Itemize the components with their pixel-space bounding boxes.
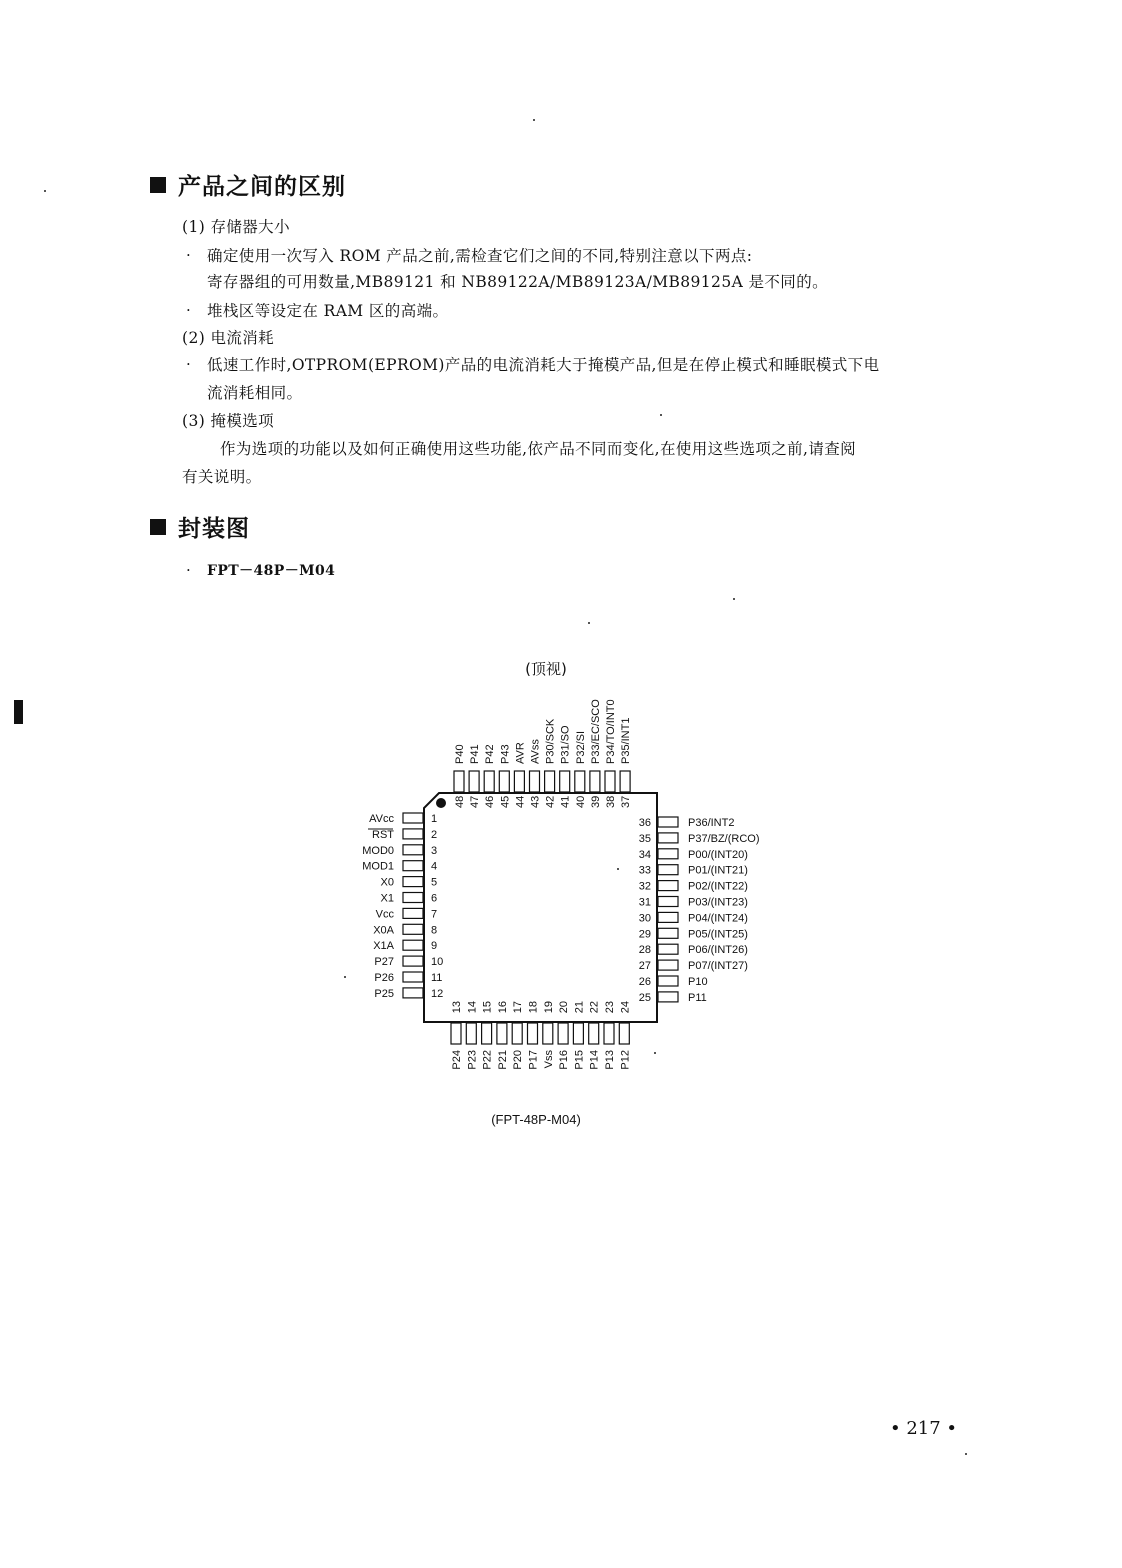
top-view-label: (顶视) [525, 660, 567, 678]
pin-number-14: 14 [466, 1001, 479, 1014]
pin-number-9: 9 [431, 940, 438, 953]
section-heading-text: 封装图 [178, 516, 250, 542]
pin-label-p25: P25 [374, 987, 394, 1000]
pin-lead-14 [466, 1023, 476, 1044]
pin-label-p01-int21: P01/(INT21) [688, 864, 748, 877]
pin-label-vcc: Vcc [375, 908, 394, 921]
pin-label-p21: P21 [496, 1050, 509, 1070]
item-label-mask-options: (3) 掩模选项 [182, 412, 275, 430]
pin-lead-32 [658, 881, 678, 891]
pin-lead-45 [499, 771, 509, 792]
pin-label-p07-int27: P07/(INT27) [688, 960, 748, 973]
paragraph-text-mask-options: 作为选项的功能以及如何正确使用这些功能,依产品不同而变化,在使用这些选项之前,请查阅 [220, 440, 857, 458]
bullet-dot-icon: · [186, 561, 191, 579]
pin-label-vss: Vss [542, 1050, 555, 1069]
pin-number-12: 12 [431, 987, 444, 1000]
package-caption: (FPT-48P-M04) [491, 1112, 581, 1127]
pin-label-p16: P16 [558, 1050, 571, 1070]
pin-label-p10: P10 [688, 976, 708, 988]
pin-lead-46 [484, 771, 494, 792]
pin-label-p41: P41 [469, 744, 482, 764]
pin-label-p17: P17 [527, 1050, 540, 1070]
pin-number-15: 15 [481, 1001, 494, 1014]
scan-speck [654, 1052, 656, 1054]
chip-body-outline [424, 793, 657, 1022]
pin-label-mod0: MOD0 [362, 844, 394, 857]
bullet-dot-icon: · [186, 246, 191, 264]
pin-lead-15 [482, 1023, 492, 1044]
pin-lead-20 [558, 1023, 568, 1044]
pin-number-17: 17 [512, 1001, 525, 1014]
scan-speck [44, 190, 46, 192]
pin-number-45: 45 [499, 795, 512, 808]
pin-lead-47 [469, 771, 479, 792]
bullet-dot-icon: · [186, 301, 191, 319]
pin-label-p32-si: P32/SI [574, 730, 587, 764]
pin-lead-42 [545, 771, 555, 792]
pin-number-47: 47 [469, 795, 482, 808]
pin-label-avr: AVR [514, 742, 527, 764]
pin-number-13: 13 [451, 1001, 463, 1014]
pin-number-39: 39 [589, 795, 602, 808]
pin-number-19: 19 [542, 1001, 555, 1014]
pin-label-p23: P23 [466, 1050, 479, 1070]
pin-number-36: 36 [638, 817, 651, 829]
pin-lead-39 [590, 771, 600, 792]
pin-number-1: 1 [431, 813, 438, 825]
pin-label-rst: RST [372, 828, 394, 841]
pin-label-p20: P20 [512, 1050, 525, 1070]
pin-lead-6 [403, 893, 423, 903]
pin-label-p42: P42 [484, 744, 497, 764]
bottom-pin-group [451, 1001, 631, 1070]
pin-number-4: 4 [431, 860, 438, 873]
pin-label-mod1: MOD1 [362, 860, 394, 873]
paragraph-text-see-description: 有关说明。 [182, 468, 262, 486]
pin-number-26: 26 [638, 976, 651, 988]
pin-lead-26 [658, 976, 678, 986]
pin-lead-35 [658, 833, 678, 843]
pin-label-p34-to-int0: P34/TO/INT0 [605, 699, 617, 764]
pin-lead-36 [658, 817, 678, 827]
pin-number-46: 46 [484, 795, 497, 808]
pin-number-33: 33 [638, 864, 651, 877]
pin-number-44: 44 [514, 795, 527, 808]
pin-lead-41 [560, 771, 570, 792]
pin-lead-2 [403, 829, 423, 839]
pin-lead-12 [403, 988, 423, 998]
pin-label-p15: P15 [573, 1050, 586, 1070]
pin-lead-3 [403, 845, 423, 855]
pin-number-27: 27 [638, 960, 651, 973]
pin-number-25: 25 [638, 991, 651, 1004]
section-heading-text: 产品之间的区别 [178, 174, 346, 200]
pin-lead-48 [454, 771, 464, 792]
pin-label-x1: X1 [380, 892, 394, 905]
pin-number-31: 31 [638, 896, 651, 909]
bullet-text-low-speed-current: 低速工作时,OTPROM(EPROM)产品的电流消耗大于掩模产品,但是在停止模式和睡眠模式下电 [207, 356, 880, 374]
pin-number-16: 16 [496, 1001, 509, 1014]
pin-lead-18 [528, 1023, 538, 1044]
pin-label-p06-int26: P06/(INT26) [688, 944, 748, 957]
scan-speck [733, 598, 735, 600]
pin-number-40: 40 [574, 795, 587, 808]
pin-number-35: 35 [638, 832, 651, 845]
pin-lead-17 [512, 1023, 522, 1044]
pin-number-24: 24 [619, 1001, 632, 1014]
scan-speck [533, 119, 535, 121]
pin-label-p04-int24: P04/(INT24) [688, 912, 748, 925]
bullet-dot-icon: · [186, 355, 191, 373]
pin-number-11: 11 [431, 972, 443, 984]
pin1-marker-dot [436, 798, 446, 808]
pin-lead-8 [403, 924, 423, 934]
pin-lead-44 [514, 771, 524, 792]
pin-label-p13: P13 [604, 1050, 616, 1070]
pin-label-x0: X0 [380, 876, 394, 889]
pin-label-p35-int1: P35/INT1 [620, 717, 633, 764]
pin-lead-43 [530, 771, 540, 792]
pin-label-p24: P24 [451, 1050, 463, 1070]
pin-label-p22: P22 [481, 1050, 494, 1070]
pin-label-p00-int20: P00/(INT20) [688, 848, 748, 861]
pin-lead-13 [451, 1023, 461, 1044]
pin-lead-38 [605, 771, 615, 792]
pin-lead-9 [403, 940, 423, 950]
pin-label-p03-int23: P03/(INT23) [688, 896, 748, 909]
continuation-text-current-same: 流消耗相同。 [207, 384, 303, 402]
pin-label-p05-int25: P05/(INT25) [688, 928, 748, 941]
pin-lead-21 [573, 1023, 583, 1044]
pin-number-43: 43 [529, 795, 542, 808]
pin-number-23: 23 [604, 1001, 616, 1014]
pin-label-avss: AVss [529, 739, 542, 764]
pin-lead-5 [403, 877, 423, 887]
pin-lead-10 [403, 956, 423, 966]
pin-label-p27: P27 [374, 956, 394, 969]
pin-label-p30-sck: P30/SCK [544, 718, 557, 764]
pin-label-x0a: X0A [373, 924, 394, 937]
pin-lead-22 [589, 1023, 599, 1044]
pin-number-42: 42 [544, 795, 557, 808]
pin-number-20: 20 [558, 1001, 571, 1014]
pin-number-5: 5 [431, 876, 438, 889]
pin-number-29: 29 [638, 928, 651, 941]
pin-lead-25 [658, 992, 678, 1002]
pin-lead-28 [658, 944, 678, 954]
scan-speck [617, 868, 619, 870]
pin-lead-29 [658, 928, 678, 938]
pin-lead-1 [403, 813, 423, 823]
pin-label-p43: P43 [499, 744, 512, 764]
pin-number-32: 32 [638, 880, 651, 893]
pin-number-41: 41 [559, 795, 572, 808]
scan-speck [660, 414, 662, 416]
pin-number-3: 3 [431, 844, 438, 857]
pin-number-2: 2 [431, 828, 438, 841]
scan-speck [344, 976, 346, 978]
pin-label-p12: P12 [619, 1050, 632, 1070]
pin-lead-33 [658, 865, 678, 875]
continuation-text-register-banks: 寄存器组的可用数量,MB89121 和 NB89122A/MB89123A/MB89125A 是不同的。 [207, 273, 829, 291]
pin-lead-30 [658, 912, 678, 922]
pin-label-p02-int22: P02/(INT22) [688, 880, 748, 893]
pin-label-x1a: X1A [373, 940, 394, 953]
pin-number-10: 10 [431, 956, 444, 969]
page-number: • 217 • [890, 1418, 958, 1439]
bullet-text-check-differences: 确定使用一次写入 ROM 产品之前,需检查它们之间的不同,特别注意以下两点: [207, 247, 753, 265]
pin-lead-19 [543, 1023, 553, 1044]
pin-lead-34 [658, 849, 678, 859]
bullet-text-stack-area: 堆栈区等设定在 RAM 区的高端。 [207, 302, 449, 320]
pin-number-18: 18 [527, 1001, 540, 1014]
pin-number-37: 37 [620, 795, 633, 808]
left-pin-group [362, 813, 443, 1000]
item-label-memory-size: (1) 存储器大小 [182, 218, 290, 236]
pin-lead-16 [497, 1023, 507, 1044]
pin-number-21: 21 [573, 1001, 586, 1014]
pin-lead-37 [620, 771, 630, 792]
pin-label-p40: P40 [454, 744, 466, 764]
pin-number-8: 8 [431, 924, 438, 937]
pin-number-22: 22 [588, 1001, 601, 1014]
pin-label-p14: P14 [588, 1050, 601, 1070]
pin-lead-7 [403, 908, 423, 918]
scan-speck [588, 622, 590, 624]
item-label-current-consumption: (2) 电流消耗 [182, 329, 275, 347]
pin-lead-24 [619, 1023, 629, 1044]
pin-label-avcc: AVcc [369, 813, 394, 825]
pin-lead-27 [658, 960, 678, 970]
scan-speck [965, 1453, 967, 1455]
top-pin-group [454, 699, 632, 808]
pin-number-28: 28 [638, 944, 651, 957]
pin-lead-4 [403, 861, 423, 871]
pin-label-p37-bz-rco: P37/BZ/(RCO) [688, 832, 760, 845]
package-type-label: FPT－48P－M04 [207, 563, 336, 579]
pin-number-48: 48 [454, 795, 466, 808]
pin-lead-11 [403, 972, 423, 982]
pin-label-p33-ec-sco: P33/EC/SCO [589, 699, 602, 764]
pin-number-7: 7 [431, 908, 438, 921]
pin-number-34: 34 [638, 848, 651, 861]
pin-label-p36-int2: P36/INT2 [688, 817, 735, 829]
pin-number-6: 6 [431, 892, 438, 905]
pin-lead-23 [604, 1023, 614, 1044]
pin-number-38: 38 [605, 795, 617, 808]
pin-lead-31 [658, 897, 678, 907]
pin-label-p11: P11 [688, 991, 707, 1004]
pin-number-30: 30 [638, 912, 651, 925]
pin-label-p31-so: P31/SO [559, 725, 572, 764]
pin-lead-40 [575, 771, 585, 792]
pin-label-p26: P26 [374, 972, 394, 984]
